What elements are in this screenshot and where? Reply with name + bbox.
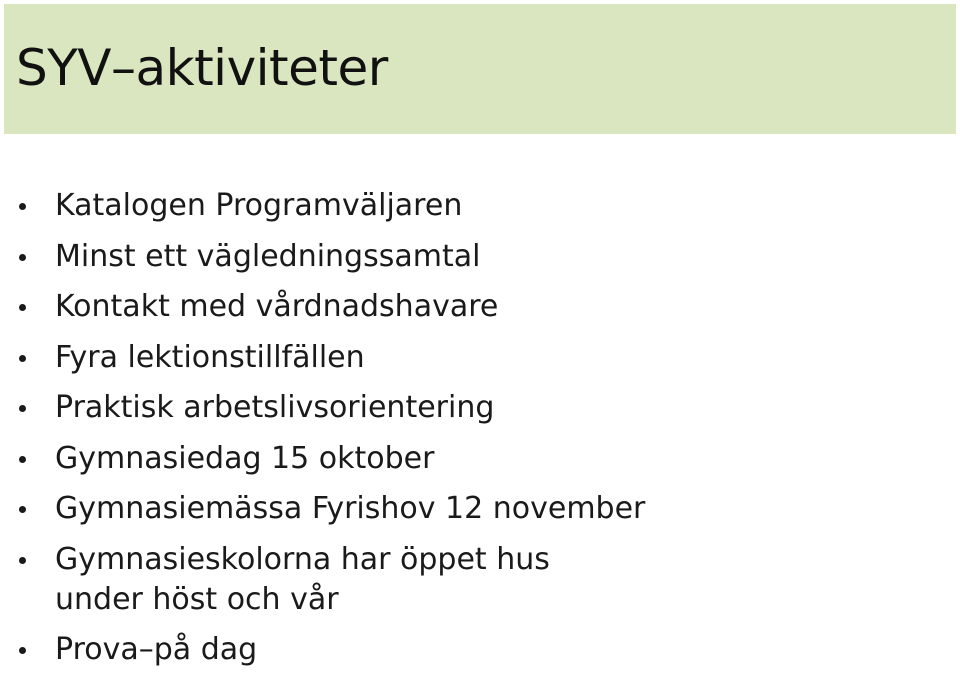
list-item-text: Gymnasiedag 15 oktober [55, 440, 435, 476]
list-item-text: Praktisk arbetslivsorientering [55, 390, 495, 425]
list-item [0, 540, 940, 620]
title-band [4, 4, 956, 134]
bullet-dot-icon [19, 456, 26, 463]
list-item-text: Kontakt med vårdnadshavare [55, 289, 499, 324]
list-item [0, 439, 940, 479]
list-item [0, 287, 940, 327]
bullet-dot-icon [19, 355, 26, 362]
list-item [0, 237, 940, 277]
bullet-dot-icon [19, 405, 26, 412]
list-item [0, 388, 940, 428]
bullet-dot-icon [19, 647, 26, 654]
list-item-text: Gymnasieskolorna har öppet hus under höst och vår [55, 541, 550, 617]
slide-title: SYV–aktiviteter [16, 39, 388, 97]
list-item-text: Katalogen Programväljaren [55, 188, 463, 223]
bullet-list [0, 186, 940, 681]
bullet-dot-icon [19, 304, 26, 311]
bullet-dot-icon [19, 557, 26, 564]
list-item [0, 338, 940, 378]
bullet-dot-icon [19, 203, 26, 210]
list-item-text: Fyra lektionstillfällen [55, 339, 365, 375]
list-item-text: Gymnasiemässa Fyrishov 12 november [55, 491, 646, 526]
list-item [0, 186, 940, 226]
list-item [0, 489, 940, 529]
list-item-text: Minst ett vägledningssamtal [55, 238, 481, 274]
list-item [0, 630, 940, 670]
bullet-dot-icon [19, 506, 26, 513]
bullet-dot-icon [19, 254, 26, 261]
list-item-text: Prova–på dag [55, 632, 258, 667]
